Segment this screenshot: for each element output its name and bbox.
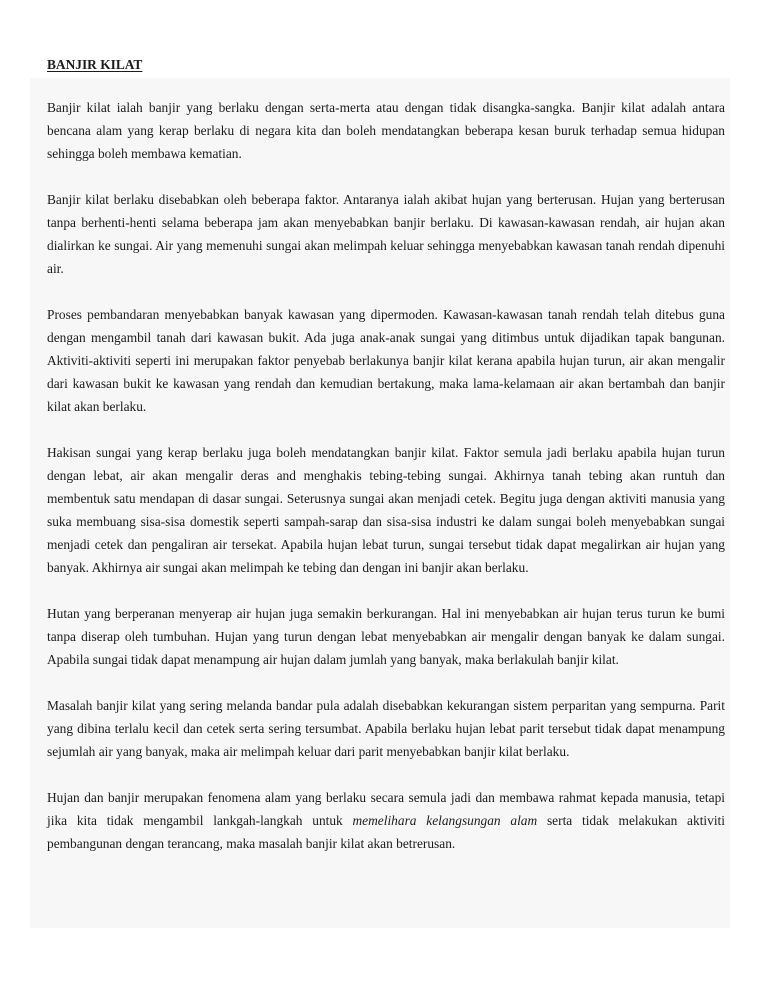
paragraph-5: Hutan yang berperanan menyerap air hujan juga semakin berkurangan. Hal ini menyebabkan air hujan terus turun ke bumi tanpa diserap oleh tumbuhan. Hujan yang turun dengan lebat menyebabkan air mengalir dengan banyak ke dalam sungai. Apabila sungai tidak dapat menampung air hujan dalam jumlah yang banyak, maka berlakulah banjir kilat. — [47, 606, 725, 667]
paragraph-7-emphasis: memelihara kelangsungan alam — [352, 813, 538, 828]
paragraph-7-text-start: Hujan dan banjir merupakan fenomena alam yang berlaku secara semula jadi dan membawa rahmat kepada manusia, tetapi jika kita tidak mengambil lankgah-langkah untuk — [47, 790, 725, 828]
paragraph-4: Hakisan sungai yang kerap berlaku juga boleh mendatangkan banjir kilat. Faktor semula jadi berlaku apabila hujan turun dengan lebat, air akan mengalir deras and menghakis tebing-tebing sungai. Akhirnya tanah tebing akan runtuh dan membentuk satu mendapan di dasar sungai. Seterusnya sungai akan menjadi cetek. Begitu juga dengan aktiviti manusia yang suka membuang sisa-sisa domestik seperti sampah-sarap dan sisa-sisa industri ke dalam sungai boleh menyebabkan sungai menjadi cetek dan pengaliran air tersekat. Apabila hujan lebat turun, sungai tersebut tidak dapat megalirkan air hujan yang banyak. Akhirnya air sungai akan melimpah ke tebing dan dengan ini banjir akan berlaku. — [47, 445, 725, 575]
paragraph-2: Banjir kilat berlaku disebabkan oleh beberapa faktor. Antaranya ialah akibat hujan yang berterusan. Hujan yang berterusan tanpa berhenti-henti selama beberapa jam akan menyebabkan banjir berlaku. Di kawasan-kawasan rendah, air hujan akan dialirkan ke sungai. Air yang memenuhi sungai akan melimpah keluar sehingga menyebabkan kawasan tanah rendah dipenuhi air. — [47, 192, 725, 276]
paragraph-6: Masalah banjir kilat yang sering melanda bandar pula adalah disebabkan kekurangan sistem perparitan yang sempurna. Parit yang dibina terlalu kecil dan cetek serta sering tersumbat. Apabila berlaku hujan lebat parit tersebut tidak dapat menampung sejumlah air yang banyak, maka air melimpah keluar dari parit menyebabkan banjir kilat berlaku. — [47, 698, 725, 759]
paragraph-1: Banjir kilat ialah banjir yang berlaku dengan serta-merta atau dengan tidak disangka-sangka. Banjir kilat adalah antara bencana alam yang kerap berlaku di negara kita dan boleh mendatangkan beberapa kesan buruk terhadap semua hidupan sehingga boleh membawa kematian. — [47, 100, 725, 161]
document-title: BANJIR KILAT — [47, 57, 143, 72]
paragraph-3: Proses pembandaran menyebabkan banyak kawasan yang dipermoden. Kawasan-kawasan tanah rendah telah ditebus guna dengan mengambil tanah dari kawasan bukit. Ada juga anak-anak sungai yang ditimbus untuk dijadikan tapak bangunan. Aktiviti-aktiviti seperti ini merupakan faktor penyebab berlakunya banjir kilat kerana apabila hujan turun, air akan mengalir dari kawasan bukit ke kawasan yang rendah dan kemudian bertakung, maka lama-kelamaan air akan bertambah dan banjir kilat akan berlaku. — [47, 307, 725, 414]
paragraph-7-text-end: serta tidak melakukan aktiviti pembangunan dengan terancang, maka masalah banjir kilat akan betrerusan. — [47, 813, 725, 851]
document-body — [47, 56, 725, 878]
paragraph-7 — [47, 786, 725, 855]
